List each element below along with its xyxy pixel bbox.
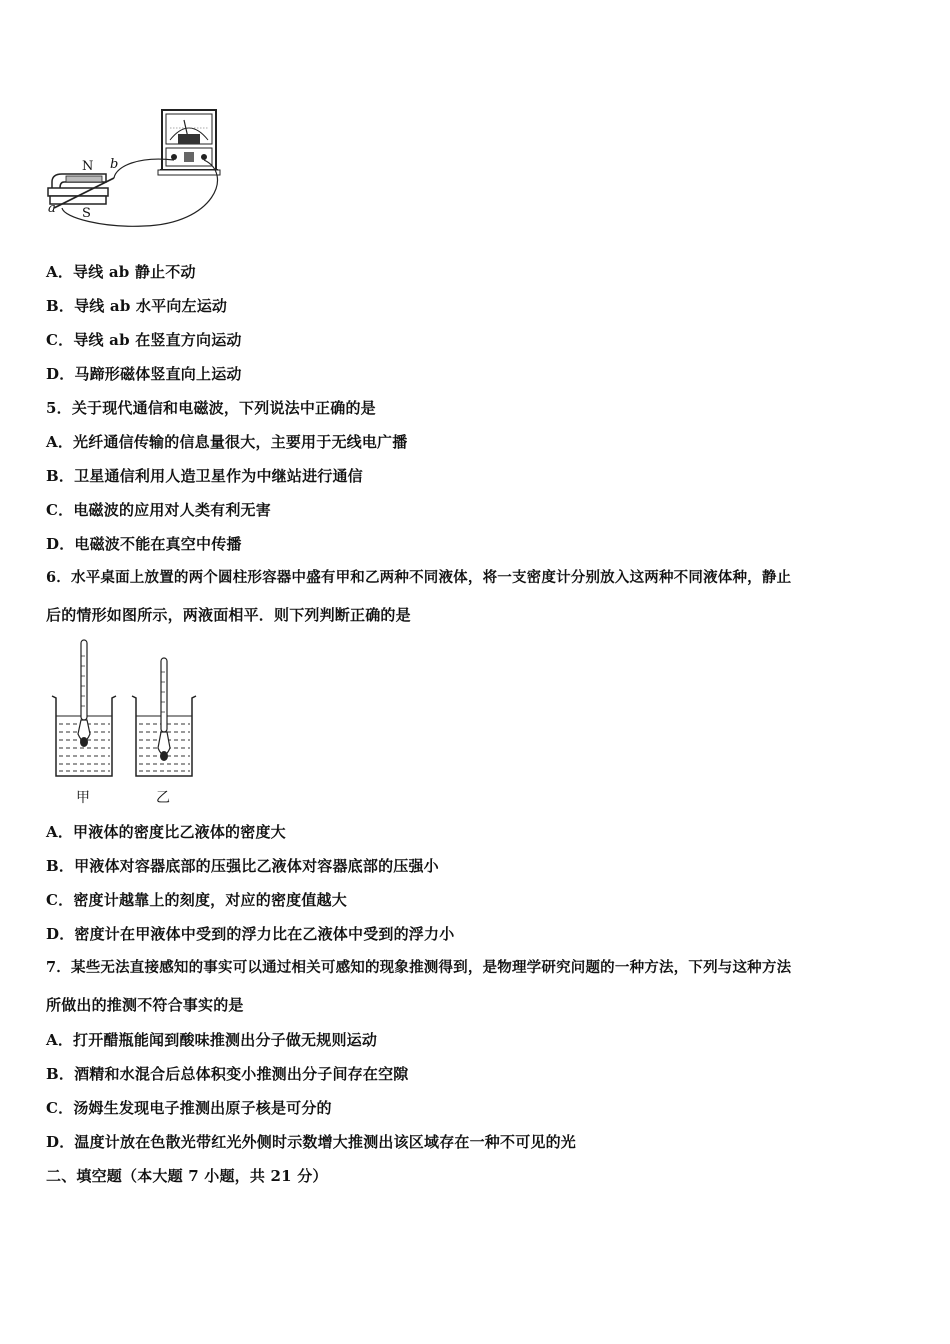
beaker-yi-icon <box>132 658 196 776</box>
magnet-galvanometer-figure <box>44 104 229 232</box>
q4-option-d: D．马蹄形磁体竖直向上运动 <box>46 365 242 383</box>
q7-option-d: D．温度计放在色散光带红光外侧时示数增大推测出该区域存在一种不可见的光 <box>46 1133 577 1151</box>
beakers-diagram <box>46 636 206 808</box>
circuit-diagram <box>44 104 229 232</box>
q6-stem-line2: 后的情形如图所示，两液面相平．则下列判断正确的是 <box>46 606 411 624</box>
q4-option-c: C．导线 ab 在竖直方向运动 <box>46 331 242 349</box>
q7-stem-line1: 7．某些无法直接感知的事实可以通过相关可感知的现象推测得到，是物理学研究问题的一种方法，下列与这种方法 <box>46 959 792 976</box>
hydrometer-figure <box>46 636 206 808</box>
q5-stem: 5．关于现代通信和电磁波，下列说法中正确的是 <box>46 399 376 417</box>
section-2-title: 二、填空题（本大题 7 小题，共 21 分） <box>46 1167 328 1185</box>
q5-option-b: B．卫星通信利用人造卫星作为中继站进行通信 <box>46 467 363 485</box>
q6-option-d: D．密度计在甲液体中受到的浮力比在乙液体中受到的浮力小 <box>46 925 455 943</box>
q7-stem-line2: 所做出的推测不符合事实的是 <box>46 996 244 1014</box>
q4-option-b: B．导线 ab 水平向左运动 <box>46 297 228 315</box>
label-s: S <box>82 206 91 221</box>
q7-option-a: A．打开醋瓶能闻到酸味推测出分子做无规则运动 <box>46 1031 378 1049</box>
label-yi: 乙 <box>156 790 170 806</box>
q4-option-a: A．导线 ab 静止不动 <box>46 263 196 281</box>
q5-option-d: D．电磁波不能在真空中传播 <box>46 535 242 553</box>
label-n: N <box>82 159 94 174</box>
q6-option-a: A．甲液体的密度比乙液体的密度大 <box>46 823 286 841</box>
label-a: a <box>48 201 56 216</box>
q5-option-a: A．光纤通信传输的信息量很大，主要用于无线电广播 <box>46 433 408 451</box>
beaker-jia-icon <box>52 640 116 776</box>
q6-option-c: C．密度计越靠上的刻度，对应的密度值越大 <box>46 891 347 909</box>
q7-option-b: B．酒精和水混合后总体积变小推测出分子间存在空隙 <box>46 1065 409 1083</box>
q6-stem-line1: 6．水平桌面上放置的两个圆柱形容器中盛有甲和乙两种不同液体，将一支密度计分别放入这两种不同液体种，静止 <box>46 569 792 586</box>
q7-option-c: C．汤姆生发现电子推测出原子核是可分的 <box>46 1099 332 1117</box>
q5-option-c: C．电磁波的应用对人类有利无害 <box>46 501 271 519</box>
label-b: b <box>110 157 119 172</box>
q6-option-b: B．甲液体对容器底部的压强比乙液体对容器底部的压强小 <box>46 857 439 875</box>
label-jia: 甲 <box>76 790 90 806</box>
